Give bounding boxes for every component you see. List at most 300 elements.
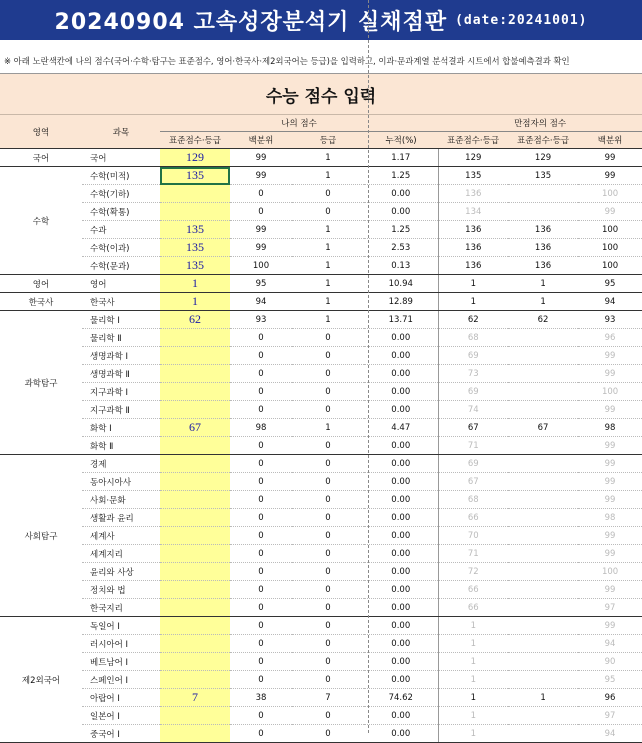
- area-label: 영어: [0, 275, 82, 293]
- full-std-grade-cell: 68: [438, 491, 508, 509]
- cumulative-cell: 0.00: [364, 527, 438, 545]
- full-percentile-cell: 90: [578, 653, 642, 671]
- title-banner: [0, 0, 642, 40]
- cumulative-cell: 0.00: [364, 185, 438, 203]
- header-full-std-grade: 표준점수·등급: [438, 132, 508, 149]
- percentile-cell: 98: [230, 419, 292, 437]
- score-input-cell[interactable]: [160, 635, 230, 653]
- table-row: [0, 527, 642, 545]
- full-std-cell: 62: [508, 311, 578, 329]
- percentile-cell: 0: [230, 329, 292, 347]
- full-std-cell: [508, 635, 578, 653]
- score-input-cell[interactable]: [160, 599, 230, 617]
- grade-cell: 0: [292, 455, 364, 473]
- score-input-cell[interactable]: [160, 509, 230, 527]
- subject-cell: 한국사: [82, 293, 160, 311]
- subject-cell: 세계사: [82, 527, 160, 545]
- grade-cell: 1: [292, 275, 364, 293]
- score-input-cell[interactable]: 135: [160, 257, 230, 275]
- percentile-cell: 0: [230, 491, 292, 509]
- table-row: [0, 365, 642, 383]
- cumulative-cell: 12.89: [364, 293, 438, 311]
- area-label: 사회탐구: [0, 455, 82, 617]
- table-row: [0, 221, 642, 239]
- grade-cell: 0: [292, 563, 364, 581]
- table-row: [0, 401, 642, 419]
- full-std-cell: [508, 185, 578, 203]
- percentile-cell: 100: [230, 257, 292, 275]
- grade-cell: 0: [292, 383, 364, 401]
- full-percentile-cell: 100: [578, 257, 642, 275]
- full-std-cell: 136: [508, 239, 578, 257]
- percentile-cell: 93: [230, 311, 292, 329]
- score-input-cell[interactable]: [160, 563, 230, 581]
- date-label: (date:20241001): [455, 12, 588, 28]
- full-std-grade-cell: 67: [438, 473, 508, 491]
- full-percentile-cell: 100: [578, 185, 642, 203]
- header-area: 영역: [0, 115, 82, 149]
- grade-cell: 1: [292, 257, 364, 275]
- table-row: [0, 383, 642, 401]
- full-percentile-cell: 100: [578, 383, 642, 401]
- table-row: [0, 311, 642, 329]
- score-input-cell[interactable]: [160, 455, 230, 473]
- full-std-grade-cell: 69: [438, 455, 508, 473]
- grade-cell: 0: [292, 491, 364, 509]
- full-percentile-cell: 96: [578, 329, 642, 347]
- full-percentile-cell: 95: [578, 275, 642, 293]
- full-std-grade-cell: 71: [438, 437, 508, 455]
- grade-cell: 0: [292, 203, 364, 221]
- full-percentile-cell: 97: [578, 707, 642, 725]
- full-std-grade-cell: 70: [438, 527, 508, 545]
- full-percentile-cell: 99: [578, 437, 642, 455]
- full-percentile-cell: 99: [578, 149, 642, 167]
- full-std-cell: [508, 203, 578, 221]
- full-std-grade-cell: 69: [438, 347, 508, 365]
- table-row: [0, 203, 642, 221]
- full-std-cell: [508, 671, 578, 689]
- grade-cell: 0: [292, 599, 364, 617]
- full-percentile-cell: 99: [578, 473, 642, 491]
- cumulative-cell: 0.00: [364, 437, 438, 455]
- table-row: [0, 671, 642, 689]
- full-percentile-cell: 98: [578, 419, 642, 437]
- full-std-cell: 136: [508, 221, 578, 239]
- full-percentile-cell: 96: [578, 689, 642, 707]
- cumulative-cell: 0.00: [364, 653, 438, 671]
- percentile-cell: 0: [230, 599, 292, 617]
- header-my-score: 나의 점수: [160, 115, 438, 132]
- full-percentile-cell: 100: [578, 239, 642, 257]
- subject-cell: 수학(문과): [82, 257, 160, 275]
- score-input-cell[interactable]: [160, 347, 230, 365]
- header-full-score: 만점자의 점수: [438, 115, 642, 132]
- table-row: [0, 707, 642, 725]
- subject-cell: 화학 Ⅱ: [82, 437, 160, 455]
- percentile-cell: 0: [230, 347, 292, 365]
- score-input-cell[interactable]: 67: [160, 419, 230, 437]
- subject-cell: 지구과학 Ⅱ: [82, 401, 160, 419]
- table-title: 수능 점수 입력: [0, 74, 642, 115]
- grade-cell: 0: [292, 581, 364, 599]
- percentile-cell: 99: [230, 221, 292, 239]
- full-std-cell: 1: [508, 689, 578, 707]
- score-input-cell[interactable]: 135: [160, 239, 230, 257]
- score-input-cell[interactable]: [160, 653, 230, 671]
- subject-cell: 베트남어 Ⅰ: [82, 653, 160, 671]
- full-std-grade-cell: 135: [438, 167, 508, 185]
- score-input-cell[interactable]: [160, 401, 230, 419]
- full-std-grade-cell: 66: [438, 509, 508, 527]
- cumulative-cell: 0.13: [364, 257, 438, 275]
- percentile-cell: 0: [230, 455, 292, 473]
- full-std-cell: [508, 491, 578, 509]
- table-row: [0, 239, 642, 257]
- grade-cell: 0: [292, 473, 364, 491]
- full-percentile-cell: 95: [578, 671, 642, 689]
- full-percentile-cell: 99: [578, 347, 642, 365]
- full-std-grade-cell: 1: [438, 635, 508, 653]
- table-row: [0, 563, 642, 581]
- cumulative-cell: 2.53: [364, 239, 438, 257]
- full-std-grade-cell: 1: [438, 275, 508, 293]
- subject-cell: 중국어 Ⅰ: [82, 725, 160, 743]
- full-std-cell: [508, 329, 578, 347]
- cumulative-cell: 74.62: [364, 689, 438, 707]
- score-input-cell[interactable]: [160, 203, 230, 221]
- score-input-cell[interactable]: [160, 617, 230, 635]
- table-row: [0, 653, 642, 671]
- full-std-grade-cell: 1: [438, 617, 508, 635]
- percentile-cell: 0: [230, 473, 292, 491]
- full-std-grade-cell: 136: [438, 257, 508, 275]
- grade-cell: 0: [292, 725, 364, 743]
- subject-cell: 수학(기하): [82, 185, 160, 203]
- full-std-cell: 1: [508, 275, 578, 293]
- grade-cell: 1: [292, 239, 364, 257]
- cumulative-cell: 0.00: [364, 599, 438, 617]
- subject-cell: 정치와 법: [82, 581, 160, 599]
- subject-cell: 러시아어 Ⅰ: [82, 635, 160, 653]
- full-std-cell: [508, 401, 578, 419]
- percentile-cell: 0: [230, 365, 292, 383]
- table-row: [0, 437, 642, 455]
- full-std-cell: [508, 509, 578, 527]
- subject-cell: 사회·문화: [82, 491, 160, 509]
- cumulative-cell: 0.00: [364, 383, 438, 401]
- full-std-grade-cell: 68: [438, 329, 508, 347]
- full-percentile-cell: 99: [578, 203, 642, 221]
- percentile-cell: 99: [230, 149, 292, 167]
- score-input-cell[interactable]: 62: [160, 311, 230, 329]
- subject-cell: 생명과학 Ⅰ: [82, 347, 160, 365]
- full-std-grade-cell: 134: [438, 203, 508, 221]
- subject-cell: 생활과 윤리: [82, 509, 160, 527]
- table-row: [0, 149, 642, 167]
- score-input-cell[interactable]: [160, 365, 230, 383]
- header-cumulative: 누적(%): [364, 132, 438, 149]
- table-row: [0, 545, 642, 563]
- table-row: [0, 185, 642, 203]
- table-row: [0, 725, 642, 743]
- score-input-sheet: [0, 73, 642, 740]
- table-row: [0, 689, 642, 707]
- table-row: [0, 509, 642, 527]
- cumulative-cell: 0.00: [364, 401, 438, 419]
- percentile-cell: 0: [230, 383, 292, 401]
- grade-cell: 0: [292, 617, 364, 635]
- area-label: 국어: [0, 149, 82, 167]
- full-std-cell: 136: [508, 257, 578, 275]
- full-std-grade-cell: 129: [438, 149, 508, 167]
- full-std-grade-cell: 1: [438, 671, 508, 689]
- full-percentile-cell: 99: [578, 365, 642, 383]
- full-percentile-cell: 99: [578, 581, 642, 599]
- table-row: [0, 257, 642, 275]
- area-label: 제2외국어: [0, 617, 82, 743]
- percentile-cell: 95: [230, 275, 292, 293]
- score-input-cell[interactable]: 129: [160, 149, 230, 167]
- subject-cell: 물리학 Ⅰ: [82, 311, 160, 329]
- score-input-cell[interactable]: [160, 491, 230, 509]
- full-std-cell: [508, 545, 578, 563]
- full-std-cell: [508, 455, 578, 473]
- full-std-grade-cell: 66: [438, 581, 508, 599]
- subject-cell: 영어: [82, 275, 160, 293]
- percentile-cell: 0: [230, 437, 292, 455]
- subject-cell: 한국지리: [82, 599, 160, 617]
- header-grade: 등급: [292, 132, 364, 149]
- full-std-grade-cell: 1: [438, 653, 508, 671]
- percentile-cell: 0: [230, 545, 292, 563]
- grade-cell: 0: [292, 437, 364, 455]
- cumulative-cell: 0.00: [364, 671, 438, 689]
- subject-cell: 수학(이과): [82, 239, 160, 257]
- cumulative-cell: 0.00: [364, 725, 438, 743]
- cumulative-cell: 0.00: [364, 545, 438, 563]
- grade-cell: 0: [292, 527, 364, 545]
- full-percentile-cell: 94: [578, 725, 642, 743]
- score-table: [0, 115, 642, 743]
- cumulative-cell: 0.00: [364, 635, 438, 653]
- full-std-cell: 135: [508, 167, 578, 185]
- score-input-cell[interactable]: 135: [160, 221, 230, 239]
- cumulative-cell: 0.00: [364, 617, 438, 635]
- full-percentile-cell: 98: [578, 509, 642, 527]
- full-std-cell: [508, 581, 578, 599]
- area-label: 한국사: [0, 293, 82, 311]
- grade-cell: 1: [292, 221, 364, 239]
- full-std-grade-cell: 1: [438, 725, 508, 743]
- grade-cell: 1: [292, 419, 364, 437]
- header-percentile: 백분위: [230, 132, 292, 149]
- cumulative-cell: 13.71: [364, 311, 438, 329]
- full-std-cell: [508, 527, 578, 545]
- subject-cell: 윤리와 사상: [82, 563, 160, 581]
- score-input-cell[interactable]: [160, 581, 230, 599]
- cumulative-cell: 0.00: [364, 365, 438, 383]
- instruction-note: ※ 아래 노란색칸에 나의 점수(국어·수학·탐구는 표준점수, 영어·한국사·제2외국어는 등급)을 입력하고, 이과·문과계열 분석결과 시트에서 합불예측결과 확인: [4, 56, 570, 66]
- cumulative-cell: 0.00: [364, 491, 438, 509]
- full-std-grade-cell: 73: [438, 365, 508, 383]
- full-std-cell: [508, 653, 578, 671]
- full-std-cell: [508, 365, 578, 383]
- percentile-cell: 0: [230, 635, 292, 653]
- grade-cell: 1: [292, 149, 364, 167]
- grade-cell: 0: [292, 635, 364, 653]
- full-std-grade-cell: 71: [438, 545, 508, 563]
- score-input-cell[interactable]: [160, 527, 230, 545]
- percentile-cell: 0: [230, 401, 292, 419]
- subject-cell: 독일어 Ⅰ: [82, 617, 160, 635]
- grade-cell: 0: [292, 545, 364, 563]
- full-std-grade-cell: 136: [438, 185, 508, 203]
- full-percentile-cell: 99: [578, 527, 642, 545]
- score-input-cell[interactable]: [160, 437, 230, 455]
- full-std-grade-cell: 136: [438, 221, 508, 239]
- grade-cell: 0: [292, 401, 364, 419]
- full-std-cell: [508, 473, 578, 491]
- cumulative-cell: 4.47: [364, 419, 438, 437]
- full-percentile-cell: 99: [578, 455, 642, 473]
- cumulative-cell: 1.25: [364, 221, 438, 239]
- subject-cell: 스페인어 Ⅰ: [82, 671, 160, 689]
- score-input-cell[interactable]: 1: [160, 293, 230, 311]
- subject-cell: 일본어 Ⅰ: [82, 707, 160, 725]
- percentile-cell: 0: [230, 185, 292, 203]
- header-std-grade: 표준점수·등급: [160, 132, 230, 149]
- table-row: [0, 473, 642, 491]
- header-subject: 과목: [82, 115, 160, 149]
- full-percentile-cell: 99: [578, 491, 642, 509]
- percentile-cell: 99: [230, 239, 292, 257]
- cumulative-cell: 0.00: [364, 707, 438, 725]
- percentile-cell: 0: [230, 581, 292, 599]
- grade-cell: 1: [292, 311, 364, 329]
- score-input-cell[interactable]: [160, 671, 230, 689]
- full-std-cell: [508, 437, 578, 455]
- full-std-grade-cell: 67: [438, 419, 508, 437]
- table-row: [0, 293, 642, 311]
- full-std-cell: [508, 725, 578, 743]
- percentile-cell: 0: [230, 527, 292, 545]
- score-input-cell[interactable]: [160, 707, 230, 725]
- subject-cell: 국어: [82, 149, 160, 167]
- grade-cell: 0: [292, 365, 364, 383]
- grade-cell: 1: [292, 293, 364, 311]
- score-input-cell[interactable]: [160, 725, 230, 743]
- grade-cell: 0: [292, 347, 364, 365]
- cumulative-cell: 1.25: [364, 167, 438, 185]
- area-label: 수학: [0, 167, 82, 275]
- score-input-cell[interactable]: [160, 185, 230, 203]
- grade-cell: 7: [292, 689, 364, 707]
- full-std-cell: [508, 617, 578, 635]
- full-std-cell: [508, 347, 578, 365]
- percentile-cell: 38: [230, 689, 292, 707]
- full-std-cell: 1: [508, 293, 578, 311]
- subject-cell: 수과: [82, 221, 160, 239]
- full-percentile-cell: 100: [578, 221, 642, 239]
- subject-cell: 아랍어 Ⅰ: [82, 689, 160, 707]
- cumulative-cell: 0.00: [364, 455, 438, 473]
- table-row: [0, 581, 642, 599]
- full-std-cell: [508, 599, 578, 617]
- subject-cell: 세계지리: [82, 545, 160, 563]
- grade-cell: 0: [292, 185, 364, 203]
- subject-cell: 동아시아사: [82, 473, 160, 491]
- subject-cell: 경제: [82, 455, 160, 473]
- percentile-cell: 99: [230, 167, 292, 185]
- full-std-grade-cell: 72: [438, 563, 508, 581]
- full-percentile-cell: 94: [578, 635, 642, 653]
- header-full-percentile: 백분위: [578, 132, 642, 149]
- page-title: 20240904 고속성장분석기 실채점판: [54, 9, 448, 35]
- subject-cell: 수학(미적): [82, 167, 160, 185]
- full-std-grade-cell: 69: [438, 383, 508, 401]
- score-input-cell[interactable]: 1: [160, 275, 230, 293]
- cumulative-cell: 0.00: [364, 563, 438, 581]
- full-std-grade-cell: 1: [438, 689, 508, 707]
- subject-cell: 물리학 Ⅱ: [82, 329, 160, 347]
- table-row: [0, 617, 642, 635]
- score-input-cell[interactable]: [160, 383, 230, 401]
- subject-cell: 화학 Ⅰ: [82, 419, 160, 437]
- percentile-cell: 0: [230, 617, 292, 635]
- percentile-cell: 0: [230, 653, 292, 671]
- full-percentile-cell: 99: [578, 167, 642, 185]
- score-input-cell[interactable]: 7: [160, 689, 230, 707]
- score-input-cell[interactable]: [160, 329, 230, 347]
- full-percentile-cell: 97: [578, 599, 642, 617]
- score-input-cell[interactable]: 135: [160, 167, 230, 185]
- full-percentile-cell: 93: [578, 311, 642, 329]
- table-row: [0, 329, 642, 347]
- percentile-cell: 0: [230, 671, 292, 689]
- subject-cell: 생명과학 Ⅱ: [82, 365, 160, 383]
- grade-cell: 0: [292, 707, 364, 725]
- subject-cell: 수학(확통): [82, 203, 160, 221]
- full-std-grade-cell: 1: [438, 293, 508, 311]
- page-break-line: [368, 0, 369, 733]
- percentile-cell: 0: [230, 509, 292, 527]
- full-std-grade-cell: 136: [438, 239, 508, 257]
- subject-cell: 지구과학 Ⅰ: [82, 383, 160, 401]
- grade-cell: 1: [292, 167, 364, 185]
- percentile-cell: 94: [230, 293, 292, 311]
- percentile-cell: 0: [230, 725, 292, 743]
- table-row: [0, 635, 642, 653]
- full-std-cell: [508, 383, 578, 401]
- area-label: 과학탐구: [0, 311, 82, 455]
- grade-cell: 0: [292, 329, 364, 347]
- header-full-std: 표준점수·등급: [508, 132, 578, 149]
- score-input-cell[interactable]: [160, 473, 230, 491]
- score-input-cell[interactable]: [160, 545, 230, 563]
- score-table-body: [0, 149, 642, 743]
- percentile-cell: 0: [230, 563, 292, 581]
- full-percentile-cell: 99: [578, 401, 642, 419]
- table-row: [0, 599, 642, 617]
- cumulative-cell: 1.17: [364, 149, 438, 167]
- cumulative-cell: 0.00: [364, 581, 438, 599]
- percentile-cell: 0: [230, 203, 292, 221]
- table-row: [0, 455, 642, 473]
- full-std-grade-cell: 62: [438, 311, 508, 329]
- cumulative-cell: 0.00: [364, 473, 438, 491]
- full-percentile-cell: 94: [578, 293, 642, 311]
